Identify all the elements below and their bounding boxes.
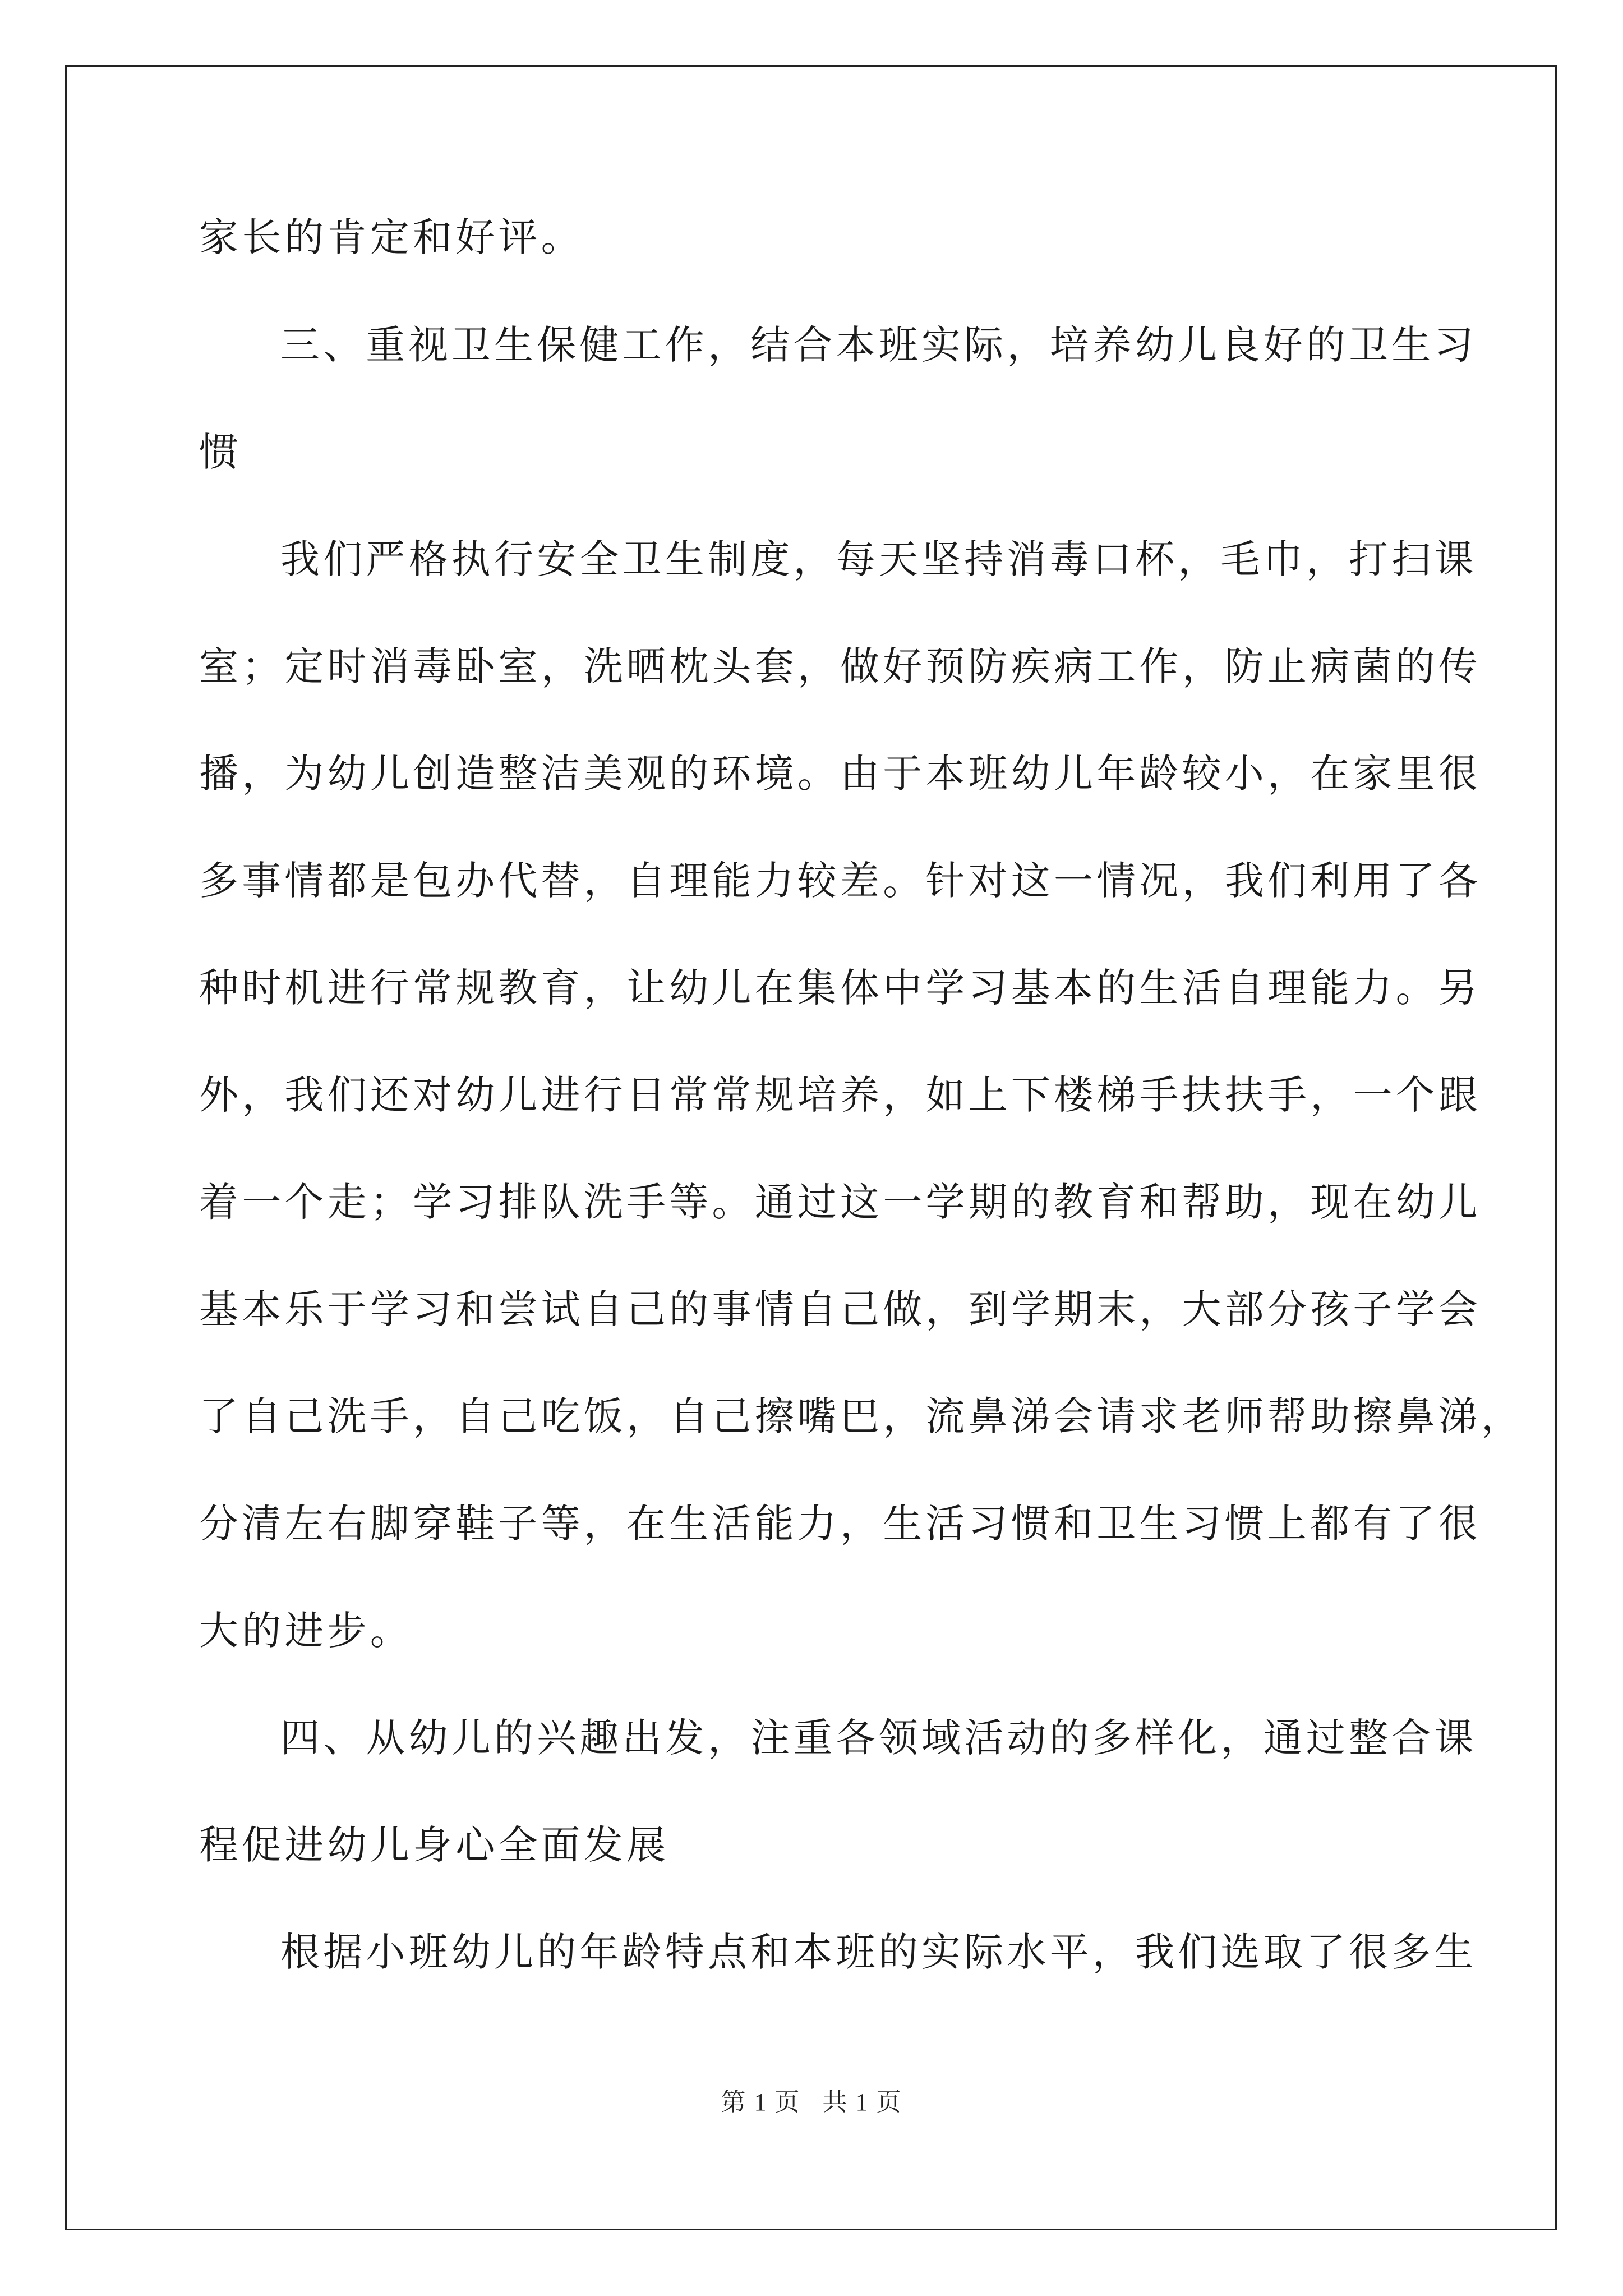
text-line: 播，为幼儿创造整洁美观的环境。由于本班幼儿年龄较小，在家里很 xyxy=(199,751,1481,797)
text-line: 大的进步。 xyxy=(199,1608,413,1654)
page-number-label: 第 1 页 共 1 页 xyxy=(721,2088,902,2116)
text-line: 外，我们还对幼儿进行日常常规培养，如上下楼梯手扶扶手，一个跟 xyxy=(199,1072,1481,1118)
text-line: 室；定时消毒卧室，洗晒枕头套，做好预防疾病工作，防止病菌的传 xyxy=(199,643,1481,689)
text-line: 我们严格执行安全卫生制度，每天坚持消毒口杯，毛巾，打扫课 xyxy=(280,536,1477,582)
text-line: 着一个走；学习排队洗手等。通过这一学期的教育和帮助，现在幼儿 xyxy=(199,1179,1481,1225)
section-heading: 三、重视卫生保健工作，结合本班实际，培养幼儿良好的卫生习 xyxy=(280,322,1477,368)
section-heading: 程促进幼儿身心全面发展 xyxy=(199,1822,670,1868)
section-heading: 惯 xyxy=(199,429,242,475)
text-line: 分清左右脚穿鞋子等，在生活能力，生活习惯和卫生习惯上都有了很 xyxy=(199,1501,1481,1547)
section-heading: 四、从幼儿的兴趣出发，注重各领域活动的多样化，通过整合课 xyxy=(280,1715,1477,1761)
text-line: 根据小班幼儿的年龄特点和本班的实际水平，我们选取了很多生 xyxy=(280,1929,1477,1975)
page-footer xyxy=(0,2086,1623,2119)
text-line: 种时机进行常规教育，让幼儿在集体中学习基本的生活自理能力。另 xyxy=(199,965,1481,1011)
text-line: 基本乐于学习和尝试自己的事情自己做，到学期末，大部分孩子学会 xyxy=(199,1286,1481,1332)
page-border xyxy=(65,65,1557,2230)
text-line: 多事情都是包办代替，自理能力较差。针对这一情况，我们利用了各 xyxy=(199,858,1481,904)
text-line: 家长的肯定和好评。 xyxy=(199,214,584,260)
text-line: 了自己洗手，自己吃饭，自己擦嘴巴，流鼻涕会请求老师帮助擦鼻涕， xyxy=(199,1393,1524,1439)
